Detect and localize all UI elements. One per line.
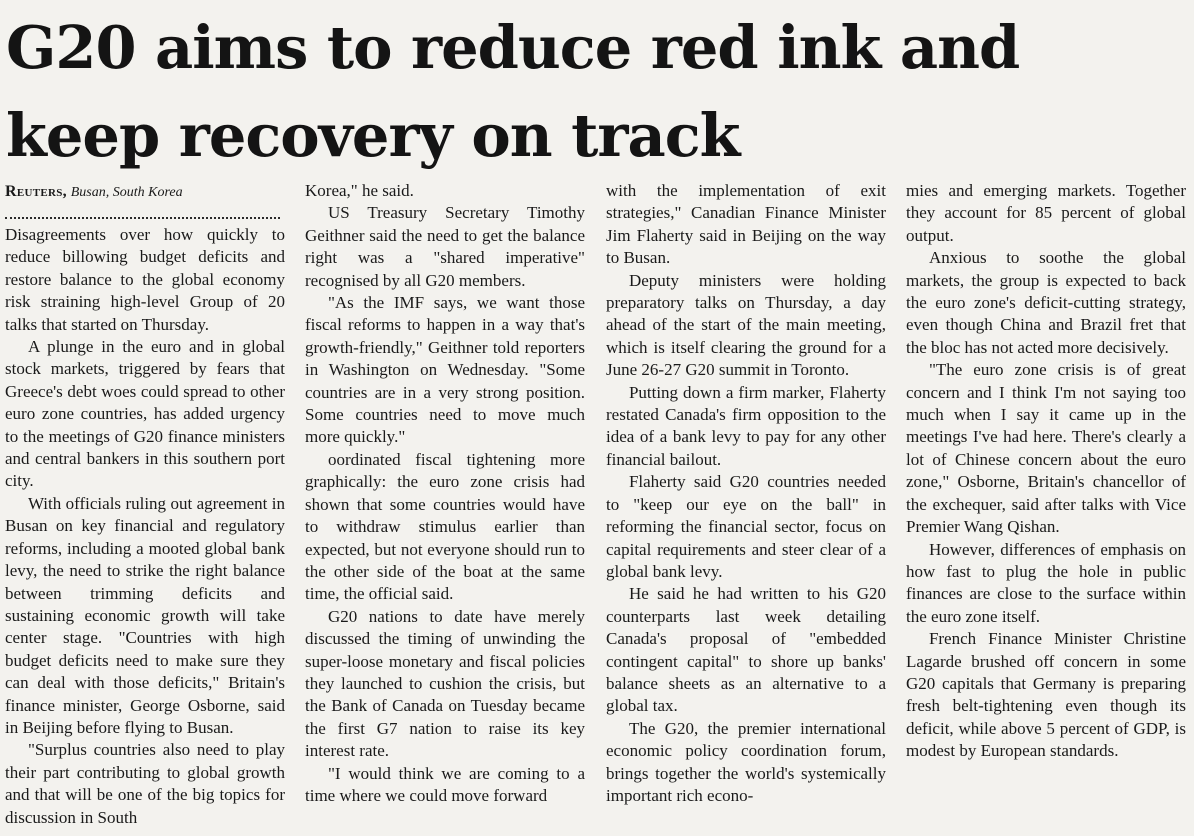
paragraph: He said he had written to his G20 counterparts last week detailing Canada's proposal of "embedded contingent capital" to shore up banks' balance sheets as an alternative to a global tax. xyxy=(606,584,886,716)
dotted-divider xyxy=(5,205,280,219)
paragraph: "As the IMF says, we want those fiscal reforms to happen in a way that's growth-friendly," Geithner told reporters in Washington on Wednesday. "Some countries are in a very strong position. Some countries need to move much more quickly." xyxy=(305,293,585,447)
article-body xyxy=(5,180,1188,832)
paragraph: With officials ruling out agreement in Busan on key financial and regulatory reforms, including a mooted global bank levy, the need to strike the right balance between trimming deficits and sustaining economic growth will take center stage. "Countries with high budget deficits need to make sure they can deal with those deficits," Britain's finance minister, George Osborne, said in Beijing before flying to Busan. xyxy=(5,493,285,737)
dateline xyxy=(5,180,285,205)
paragraph: oordinated fiscal tightening more graphically: the euro zone crisis had shown that some countries would have to withdraw stimulus earlier than expected, but not everyone should run to the other side of the boat at the same time, the official said. xyxy=(305,449,585,604)
paragraph: Anxious to soothe the global markets, the group is expected to back the euro zone's deficit-cutting strategy, even though China and Brazil fret that the bloc has not acted more decisively. xyxy=(906,248,1186,357)
article-headline: G20 aims to reduce red ink and keep recovery on track xyxy=(6,13,1020,170)
article-column-3 xyxy=(606,180,886,832)
paragraph: Putting down a firm marker, Flaherty restated Canada's firm opposition to the idea of a bank levy to pay for any other financial bailout. xyxy=(606,382,886,469)
dateline-place: Busan, South Korea xyxy=(70,185,183,200)
paragraph: Deputy ministers were holding preparatory talks on Thursday, a day ahead of the start of the main meeting, which is itself clearing the ground for a June 26-27 G20 summit in Toronto. xyxy=(606,270,886,380)
paragraph: "The euro zone crisis is of great concern and I think I'm not saying too much when I say it came up in the meetings I've had here. There's clearly a lot of Chinese concern about the euro zone," Osborne, Britain's chancellor of the exchequer, said after talks with Vice Premier Wang Qishan. xyxy=(906,360,1186,537)
paragraph: However, differences of emphasis on how fast to plug the hole in public finances are close to the surface within the euro zone itself. xyxy=(906,539,1186,626)
paragraph: Flaherty said G20 countries needed to "keep our eye on the ball" in reforming the financial sector, focus on capital requirements and steer clear of a global bank levy. xyxy=(606,472,886,581)
paragraph: The G20, the premier international economic policy coordination forum, brings together the world's systemically important rich econo- xyxy=(606,718,886,805)
paragraph: French Finance Minister Christine Lagarde brushed off concern in some G20 capitals that Germany is preparing fresh belt-tightening even though its deficit, while above 5 percent of GDP, is modest by European standards. xyxy=(906,629,1186,761)
paragraph: "Surplus countries also need to play their part contributing to global growth and that will be one of the big topics for discussion in South xyxy=(5,740,285,827)
paragraph: Disagreements over how quickly to reduce billowing budget deficits and restore balance to the global economy risk straining high-level Group of 20 talks that started on Thursday. xyxy=(5,225,285,334)
paragraph: Korea," he said. xyxy=(305,181,414,200)
paragraph: US Treasury Secretary Timothy Geithner said the need to get the balance right was a "shared imperative" recognised by all G20 members. xyxy=(305,203,585,290)
paragraph: mies and emerging markets. Together they account for 85 percent of global output. xyxy=(906,181,1186,245)
article-column-2 xyxy=(305,180,585,832)
paragraph: G20 nations to date have merely discussed the timing of unwinding the super-loose monetary and fiscal policies they launched to cushion the crisis, but the Bank of Canada on Tuesday became the first G7 nation to raise its key interest rate. xyxy=(305,606,585,761)
paragraph: with the implementation of exit strategies," Canadian Finance Minister Jim Flaherty said in Beijing on the way to Busan. xyxy=(606,181,886,268)
agency-name: Reuters, xyxy=(5,183,67,200)
paragraph: "I would think we are coming to a time where we could move forward xyxy=(305,763,585,805)
article-column-1 xyxy=(5,180,285,832)
paragraph: A plunge in the euro and in global stock markets, triggered by fears that Greece's debt woes could spread to other euro zone countries, has added urgency to the meetings of G20 finance ministers and central bankers in this southern port city. xyxy=(5,337,285,491)
article-column-4 xyxy=(906,180,1186,832)
